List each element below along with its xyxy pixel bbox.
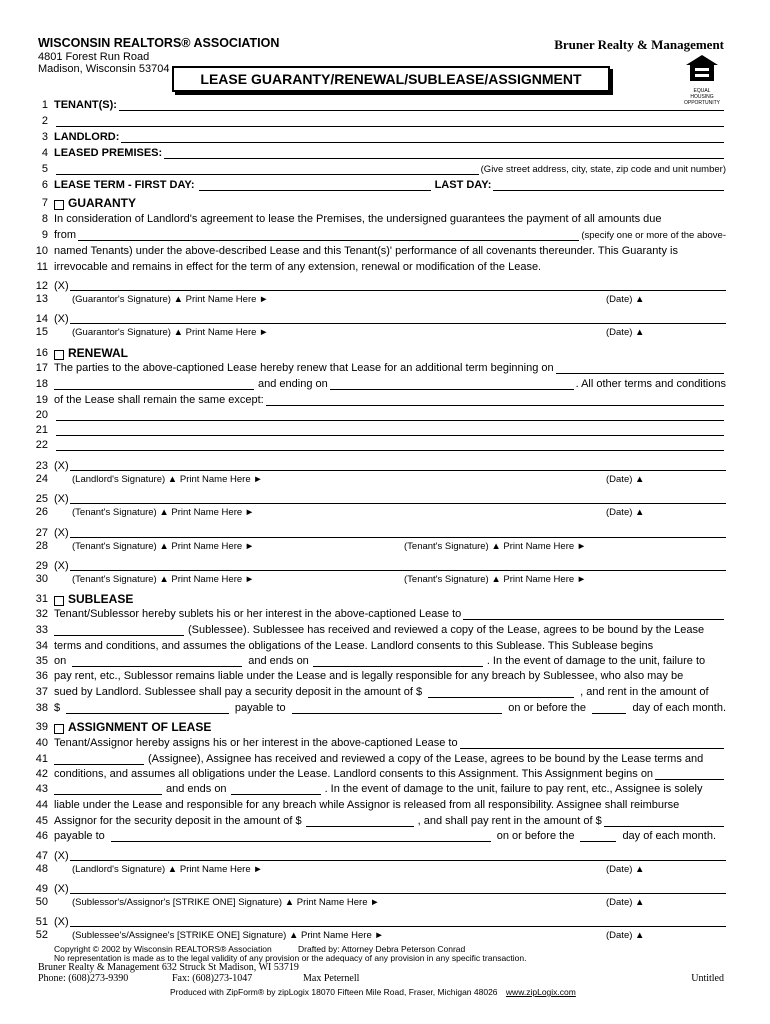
assignment-end-field[interactable] — [231, 783, 321, 795]
sig-x: (X) — [54, 460, 69, 472]
sig-date: (Date) ▲ — [606, 897, 645, 908]
org-name: WISCONSIN REALTORS® ASSOCIATION — [38, 36, 280, 50]
sig-caption-2: (Tenant's Signature) ▲ Print Name Here ► — [404, 574, 587, 585]
sublease-payee-field[interactable] — [292, 702, 503, 714]
broker-name: Bruner Realty & Management — [554, 37, 724, 52]
sublessee-signature[interactable] — [54, 916, 726, 942]
zipform-credit — [170, 987, 576, 997]
renewal-heading: RENEWAL — [68, 346, 128, 360]
assignment-day-field[interactable] — [580, 830, 616, 842]
tenants-field[interactable] — [119, 99, 724, 111]
line-34-text: terms and conditions, and assumes the obligations of the Lease. Landlord consents to this Sublease. This Sublease begins — [54, 640, 654, 652]
sig-x: (X) — [54, 280, 69, 292]
first-day-field[interactable] — [199, 179, 431, 191]
sublease-end-field[interactable] — [313, 655, 483, 667]
landlord-label: LANDLORD: — [54, 131, 120, 143]
sublease-checkbox[interactable] — [54, 596, 64, 606]
assignment-rent-field[interactable] — [604, 815, 724, 827]
line-35-on: on — [54, 655, 67, 667]
sublease-heading: SUBLEASE — [68, 592, 134, 606]
sig-date: (Date) ▲ — [606, 327, 645, 338]
assignee-name-field[interactable] — [460, 737, 724, 749]
line-43-tail: . In the event of damage to the unit, failure to pay rent, etc., Assignee is solely — [324, 783, 703, 795]
line-19-text: of the Lease shall remain the same except: — [54, 394, 264, 406]
line-44-text: liable under the Lease and responsible for any breach while Assignor is released from all responsibility. Assignee shall reimburse — [54, 799, 680, 811]
renewal-except-field[interactable] — [266, 394, 724, 406]
broker-line: Bruner Realty & Management 632 Struck St Madison, WI 53719 — [38, 962, 299, 973]
renewal-except-field-2[interactable] — [56, 409, 724, 421]
line-9-note: (specify one or more of the above- — [581, 230, 726, 241]
guaranty-tenants-field[interactable] — [78, 229, 579, 241]
sig-x: (X) — [54, 883, 69, 895]
line-8-text: In consideration of Landlord's agreement to lease the Premises, the undersigned guarantees the payment of all amounts due — [54, 213, 662, 225]
sig-date: (Date) ▲ — [606, 507, 645, 518]
fax: Fax: (608)273-1047 — [172, 973, 253, 984]
renewal-landlord-signature[interactable] — [54, 460, 726, 486]
renewal-begin-field[interactable] — [556, 362, 724, 374]
sig-caption: (Sublessor's/Assignor's [STRIKE ONE] Signature) ▲ Print Name Here ► — [72, 897, 380, 908]
org-address-2: Madison, Wisconsin 53704 — [38, 63, 170, 75]
sig-date: (Date) ▲ — [606, 474, 645, 485]
line-10-text: named Tenants) under the above-described Lease and this Tenant(s)' performance of all covenants thereunder. This Guaranty is — [54, 245, 678, 257]
assignment-payee-field[interactable] — [111, 830, 491, 842]
agent-name: Max Peternell — [303, 973, 360, 984]
sig-caption: (Tenant's Signature) ▲ Print Name Here ► — [72, 507, 255, 518]
sig-caption: (Landlord's Signature) ▲ Print Name Here ► — [72, 864, 263, 875]
assignment-checkbox[interactable] — [54, 724, 64, 734]
line-46-before: on or before the — [496, 830, 575, 842]
line-45-mid: , and shall pay rent in the amount of $ — [417, 815, 602, 827]
sig-caption: (Tenant's Signature) ▲ Print Name Here ► — [72, 574, 255, 585]
renewal-tenant-signature-1[interactable] — [54, 493, 726, 519]
line-38-payable: payable to — [234, 702, 286, 714]
sig-caption: (Landlord's Signature) ▲ Print Name Here ► — [72, 474, 263, 485]
line-38-tail: day of each month. — [632, 702, 726, 714]
line-37-tail: , and rent in the amount of — [580, 686, 709, 698]
line-33-text: (Sublessee). Sublessee has received and reviewed a copy of the Lease, agrees to be bound by the Lease — [188, 624, 705, 636]
phone: Phone: (608)273-9390 — [38, 973, 129, 984]
assignment-deposit-field[interactable] — [306, 815, 414, 827]
last-day-label: LAST DAY: — [434, 179, 492, 191]
renewal-checkbox[interactable] — [54, 350, 64, 360]
line-38-dollar: $ — [54, 702, 61, 714]
copyright: Copyright © 2002 by Wisconsin REALTORS® Association — [54, 944, 272, 954]
sig-caption: (Sublessee's/Assignee's [STRIKE ONE] Signature) ▲ Print Name Here ► — [72, 930, 384, 941]
sig-date: (Date) ▲ — [606, 864, 645, 875]
first-day-label: LEASE TERM - FIRST DAY: — [54, 179, 195, 191]
line-38-before: on or before the — [508, 702, 586, 714]
sig-x: (X) — [54, 493, 69, 505]
guaranty-heading: GUARANTY — [68, 196, 136, 210]
renewal-tenant-signature-2[interactable] — [54, 527, 726, 553]
renewal-except-field-4[interactable] — [56, 439, 724, 451]
sig-caption: (Guarantor's Signature) ▲ Print Name Here ► — [72, 294, 269, 305]
sublease-day-field[interactable] — [592, 702, 626, 714]
zipform-text: Produced with ZipForm® by zipLogix 18070 Fifteen Mile Road, Fraser, Michigan 48026 — [170, 987, 498, 997]
tenants-label: TENANT(S): — [54, 99, 117, 111]
line-18-tail: . All other terms and conditions — [575, 378, 726, 390]
sig-x: (X) — [54, 850, 69, 862]
assignment-begin-field-2[interactable] — [54, 783, 162, 795]
landlord-field[interactable] — [121, 131, 724, 143]
sig-x: (X) — [54, 560, 69, 572]
eho-text-2: OPPORTUNITY — [683, 100, 721, 106]
line-41-text: (Assignee), Assignee has received and reviewed a copy of the Lease, agrees to be bound by the Lease terms and — [148, 753, 704, 765]
line-32-text: Tenant/Sublessor hereby sublets his or her interest in the above-captioned Lease to — [54, 608, 462, 620]
sig-caption-2: (Tenant's Signature) ▲ Print Name Here ► — [404, 541, 587, 552]
guaranty-checkbox[interactable] — [54, 200, 64, 210]
sig-date: (Date) ▲ — [606, 930, 645, 941]
renewal-except-field-3[interactable] — [56, 424, 724, 436]
line-35-tail: . In the event of damage to the unit, failure to — [486, 655, 706, 667]
line-46-tail: day of each month. — [622, 830, 716, 842]
sig-x: (X) — [54, 313, 69, 325]
sublessor-signature[interactable] — [54, 883, 726, 909]
line-37-text: sued by Landlord. Sublessee shall pay a security deposit in the amount of $ — [54, 686, 423, 698]
line-18-text: and ending on — [258, 378, 328, 390]
ziplogix-link[interactable]: www.zipLogix.com — [505, 987, 576, 997]
line-11-text: irrevocable and remains in effect for the term of any extension, renewal or modification of the Lease. — [54, 261, 542, 273]
sig-caption: (Guarantor's Signature) ▲ Print Name Here ► — [72, 327, 269, 338]
assignee-name-field-2[interactable] — [54, 753, 144, 765]
line-35-ends: and ends on — [248, 655, 309, 667]
premises-field-2[interactable] — [56, 163, 479, 175]
line-42-text: conditions, and assumes all obligations under the Lease. Landlord consents to this Assignment. This Assignment begins on — [54, 768, 654, 780]
sig-date: (Date) ▲ — [606, 294, 645, 305]
drafted-by: Drafted by: Attorney Debra Peterson Conrad — [298, 944, 466, 954]
untitled-label: Untitled — [691, 973, 724, 984]
sublessee-name-field[interactable] — [463, 608, 724, 620]
line-46-payable: payable to — [54, 830, 105, 842]
premises-note: (Give street address, city, state, zip code and unit number) — [480, 164, 726, 175]
equal-housing-icon — [682, 53, 722, 83]
tenants-field-2[interactable] — [56, 115, 724, 127]
premises-field[interactable] — [164, 147, 724, 159]
line-45-text: Assignor for the security deposit in the amount of $ — [54, 815, 302, 827]
sublessee-name-field-2[interactable] — [54, 624, 184, 636]
sig-x: (X) — [54, 916, 69, 928]
line-17-text: The parties to the above-captioned Lease hereby renew that Lease for an additional term beginning on — [54, 362, 554, 374]
final-landlord-signature[interactable] — [54, 850, 726, 876]
sublease-deposit-field[interactable] — [428, 686, 574, 698]
sublease-rent-field[interactable] — [66, 702, 229, 714]
line-9-label: from — [54, 229, 76, 241]
renewal-end-field[interactable] — [330, 378, 574, 390]
assignment-heading: ASSIGNMENT OF LEASE — [68, 720, 212, 734]
guarantor-signature-1[interactable] — [54, 280, 726, 306]
guarantor-signature-2[interactable] — [54, 313, 726, 339]
line-43-ends: and ends on — [166, 783, 227, 795]
form-title: LEASE GUARANTY/RENEWAL/SUBLEASE/ASSIGNMENT — [172, 66, 610, 92]
renewal-tenant-signature-3[interactable] — [54, 560, 726, 586]
line-36-text: pay rent, etc., Sublessor remains liable under the Lease and is legally responsible for any breach by Sublessee, who also may be — [54, 670, 684, 682]
eho-text-1: EQUAL HOUSING — [690, 88, 714, 100]
sig-caption: (Tenant's Signature) ▲ Print Name Here ► — [72, 541, 255, 552]
line-40-text: Tenant/Assignor hereby assigns his or her interest in the above-captioned Lease to — [54, 737, 458, 749]
sig-x: (X) — [54, 527, 69, 539]
disclaimer: No representation is made as to the legal validity of any provision or the adequacy of any provision in any specific transaction. — [54, 953, 527, 963]
assignment-begin-field[interactable] — [655, 768, 724, 780]
premises-label: LEASED PREMISES: — [54, 147, 163, 159]
renewal-begin-field-2[interactable] — [54, 378, 254, 390]
last-day-field[interactable] — [493, 179, 724, 191]
org-address-1: 4801 Forest Run Road — [38, 51, 150, 63]
sublease-begin-field[interactable] — [72, 655, 242, 667]
